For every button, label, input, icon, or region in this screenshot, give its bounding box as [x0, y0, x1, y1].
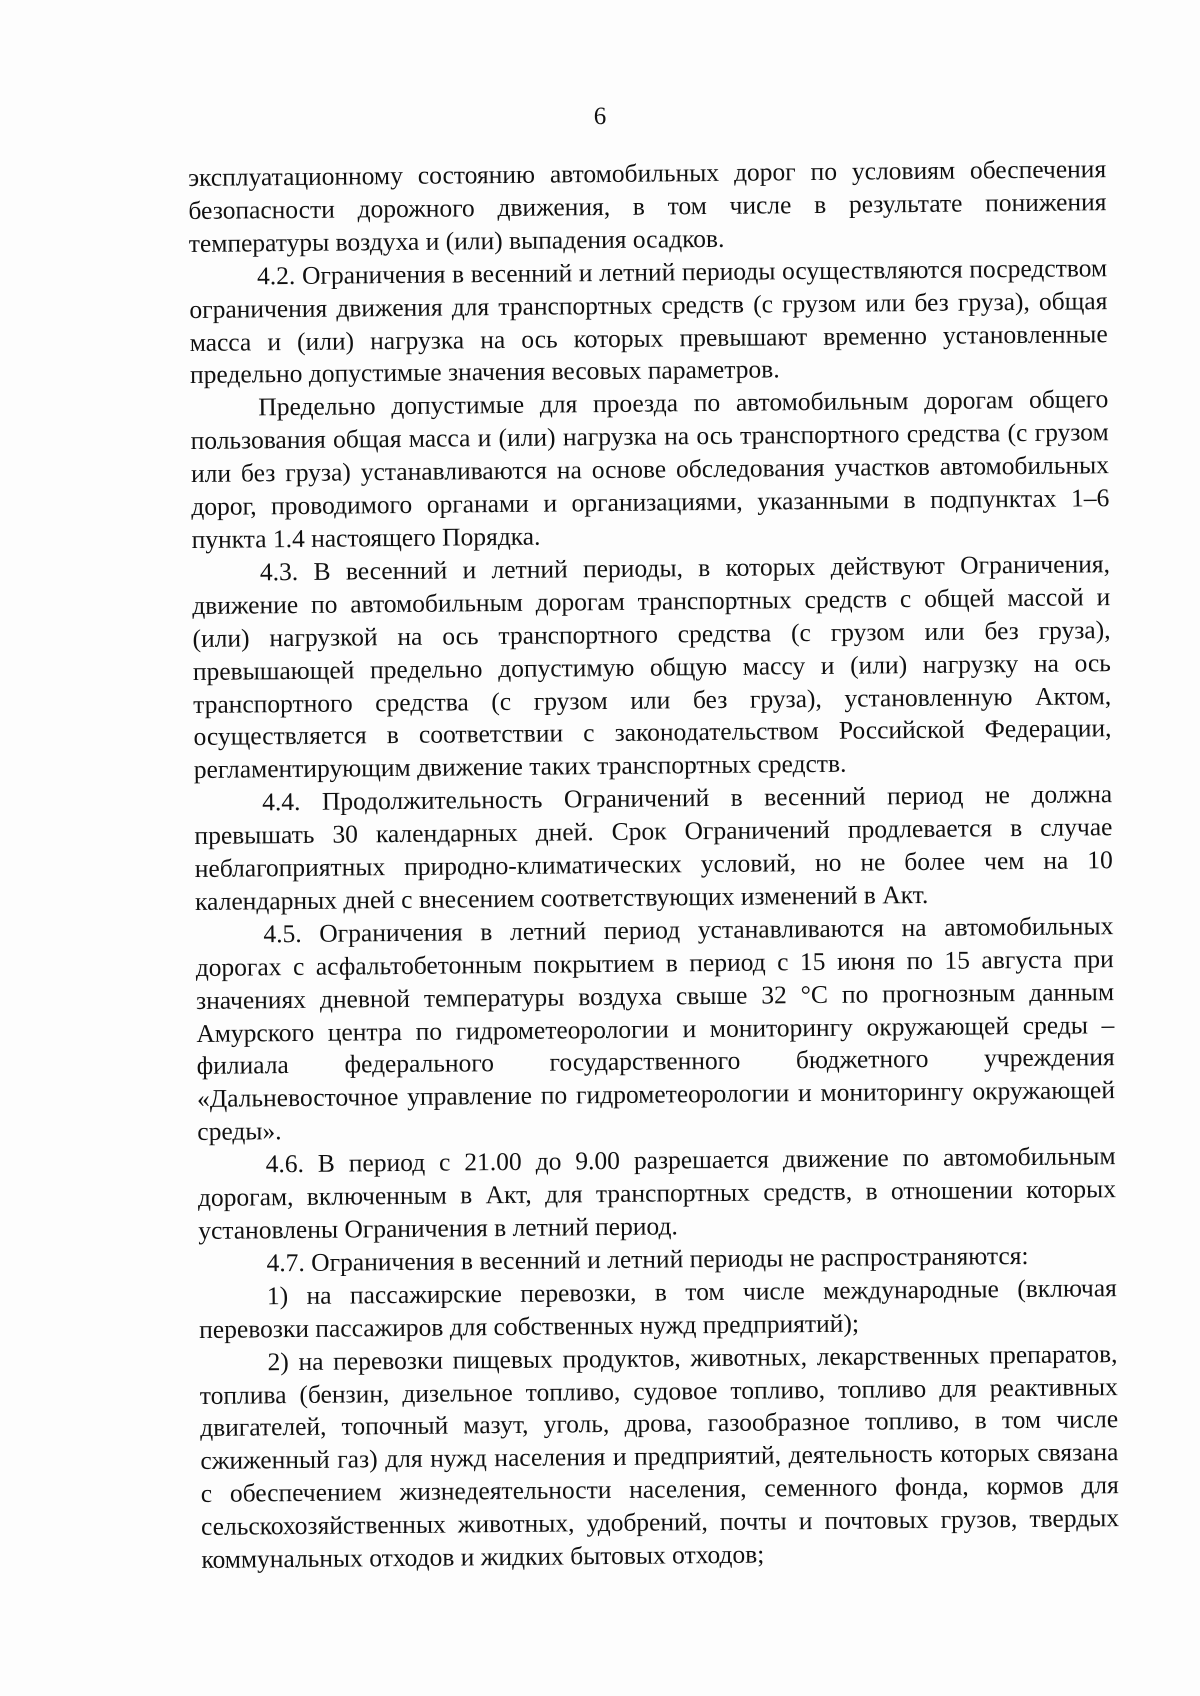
paragraph-4-3: 4.3. В весенний и летний периоды, в которых действуют Ограничения, движение по автомобильным дорогам транспортных средств с общей массой и (или) нагрузкой на ось транспортного средства (с грузом или без груза), превышающей предельно допустимую общую массу и (или) нагрузку на ось транспортного средства (с грузом или без груза), установленную Актом, осуществляется в соответствии с законодательством Российской Федерации, регламентирующим движение таких транспортных средств.: [192, 549, 1112, 785]
paragraph-4-7: 4.7. Ограничения в весенний и летний периоды не распространяются:: [266, 1240, 1029, 1278]
paragraph-4-5: 4.5. Ограничения в летний период устанавливаются на автомобильных дорогах с асфальтобетонным покрытием в период с 15 июня по 15 августа при значениях дневной температуры воздуха свыше 32 °С по прогнозным данным Амурского центра по гидрометеорологии и мониторингу окружающей среды – филиала федерального государственного бюджетного учреждения «Дальневосточное управление по гидрометеорологии и мониторингу окружающей среды».: [195, 910, 1116, 1147]
list-item-2: 2) на перевозки пищевых продуктов, животных, лекарственных препаратов, топлива (бензин, дизельное топливо, судовое топливо, топливо для реактивных двигателей, топочный мазут, уголь, дрова, газообразное топливо, в том числе сжиженный газ) для нужд населения и предприятий, деятельность которых связана с обеспечением жизнедеятельности населения, семенного фонда, кормов для сельскохозяйственных животных, удобрений, почты и почтовых грузов, твердых коммунальных отходов и жидких бытовых отходов;: [199, 1338, 1120, 1574]
paragraph-continuation: эксплуатационному состоянию автомобильных дорог по условиям обеспечения безопасности дорожного движения, в том числе в результате понижения температуры воздуха и (или) выпадения осадков.: [188, 154, 1107, 258]
page-number: 6: [593, 103, 607, 130]
paragraph-4-4: 4.4. Продолжительность Ограничений в весенний период не должна превышать 30 календарных дней. Срок Ограничений продлевается в случае неблагоприятных природно-климатических условий, но не более чем на 10 календарных дней с внесением соответствующих изменений в Акт.: [194, 779, 1113, 916]
list-item-1: 1) на пассажирские перевозки, в том числе международные (включая перевозки пассажиров для собственных нужд предприятий);: [199, 1272, 1117, 1344]
paragraph-4-6: 4.6. В период с 21.00 до 9.00 разрешается движение по автомобильным дорогам, включенным в Акт, для транспортных средств, в отношении которых установлены Ограничения в летний период.: [197, 1141, 1117, 1245]
paragraph-4-2: 4.2. Ограничения в весенний и летний периоды осуществляются посредством ограничения движения для транспортных средств (с грузом или без груза), общая масса и (или) нагрузка на ось которых превышают временно установленные предельно допустимые значения весовых параметров.: [189, 252, 1108, 390]
document-body: [188, 153, 1120, 1577]
paragraph-permissible-limits: Предельно допустимые для проезда по автомобильным дорогам общего пользования общая масса и (или) нагрузка на ось транспортного средства (с грузом или без груза) устанавливаются на основе обследования участков автомобильных дорог, проводимого органами и организациями, указанными в подпунктах 1–6 пункта 1.4 настоящего Порядка.: [190, 384, 1110, 554]
